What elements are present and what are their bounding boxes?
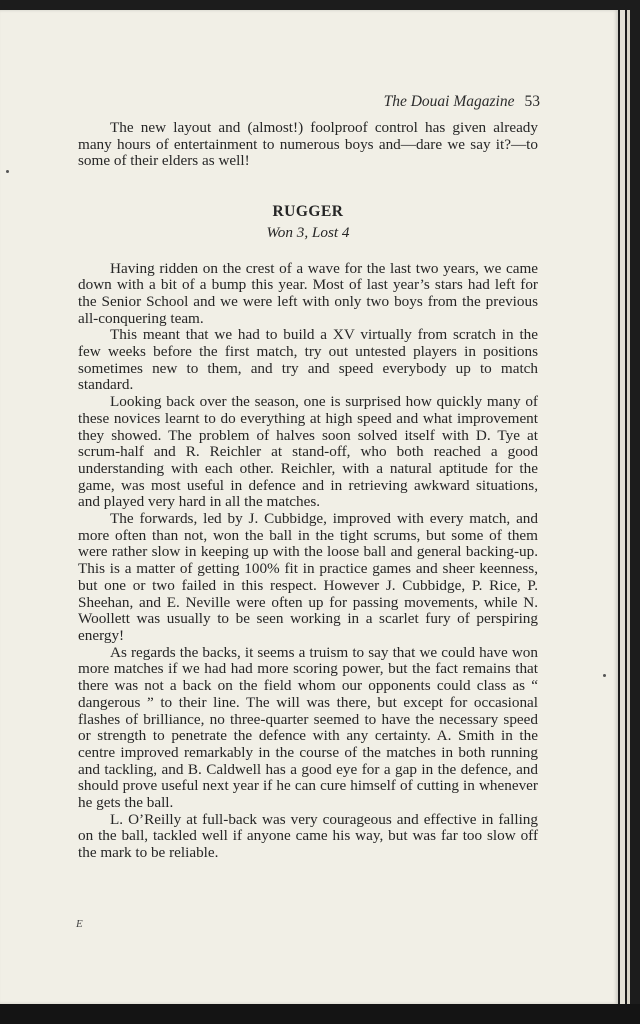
running-header [384,93,540,111]
signature-mark: E [76,918,83,930]
page-edge [620,10,625,1004]
paragraph: As regards the backs, it seems a truism to say that we could have won more matches if we had had more scoring power, but the fact remains that there was not a back on the field whom our opponents could class as “ dangerous ” to their line. The will was there, but except for occasional flashes of brilliance, no three-quarter seemed to have the necessary speed or strength to penetrate the defence with any certainty. A. Smith in the centre improved remarkably in the course of the matches in both running and tackling, and B. Caldwell has a good eye for a gap in the defence, and should prove useful next year if he can cure himself of cutting in whenever he gets the ball. [78,643,538,812]
page-number: 53 [524,93,540,110]
paragraph: This meant that we had to build a XV virtually from scratch in the few weeks before the first match, try out untested players in positions sometimes new to them, and try and speed everybody up to match standard. [78,326,538,394]
paragraph: Having ridden on the crest of a wave for the last two years, we came down with a bit of a bump this year. Most of last year’s stars had left for the Senior School and we were left with only two boys from the previous all-conquering team. [78,259,538,327]
paragraph: Looking back over the season, one is surprised how quickly many of these novices learnt to do everything at high speed and what improvement they showed. The problem of halves soon solved itself with D. Tye at scrum-half and R. Reichler at stand-off, who both reached a good understanding with each other. Reichler, with a natural aptitude for the game, was most useful in defence and in retrieving awkward situations, and played very hard in all the matches. [78,393,538,511]
margin-mark [603,674,606,677]
margin-mark [6,170,9,173]
paragraph: L. O’Reilly at full-back was very courageous and effective in falling on the ball, tackled well if anyone came his way, but was far too slow off the mark to be reliable. [78,810,538,862]
scan-border [0,1004,640,1024]
paragraph: The forwards, led by J. Cubbidge, improved with every match, and more often than not, won the ball in the tight scrums, but some of them were rather slow in keeping up with the loose ball and general backing-up. This is a matter of getting 100% fit in practice games and sheer keenness, but one or two failed in this respect. However J. Cubbidge, P. Rice, P. Sheehan, and E. Neville were often up for passing movements, while N. Woollett was usually to be seen working in a scarlet fury of perspiring energy! [78,510,538,644]
article-body [78,120,538,862]
intro-paragraph: The new layout and (almost!) foolproof control has given already many hours of entertainment to numerous boys and—dare we say it?—to some of their elders as well! [78,119,538,170]
magazine-title: The Douai Magazine [383,93,515,110]
section-title: RUGGER [272,203,344,221]
section-subtitle: Won 3, Lost 4 [266,223,350,241]
page-edge [627,10,630,1004]
